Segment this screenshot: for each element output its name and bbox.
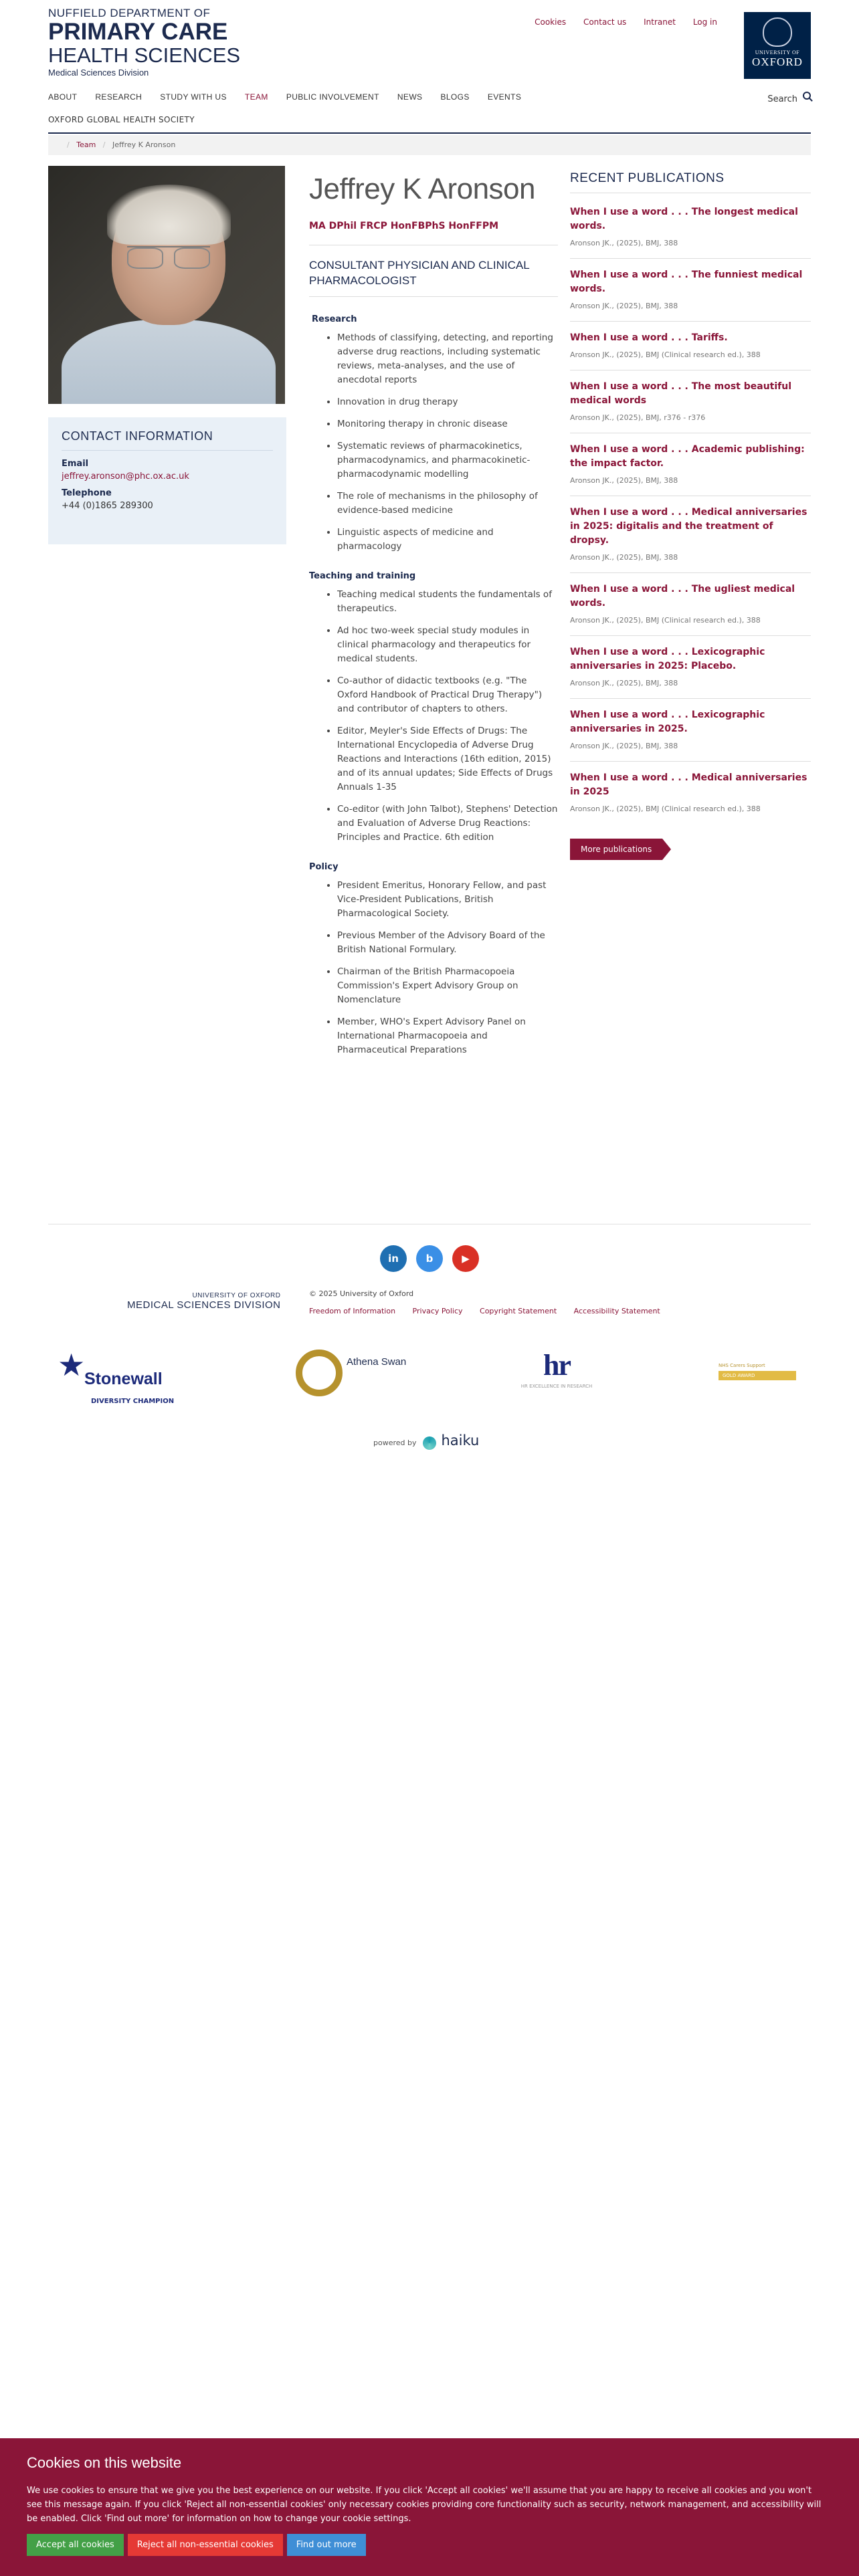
research-heading: Research — [312, 314, 357, 324]
haiku-brand: haiku — [441, 1432, 480, 1448]
hr-excellence-text: HR EXCELLENCE IN RESEARCH — [520, 1384, 593, 1389]
publication-meta: Aronson JK., (2025), BMJ, 388 — [570, 553, 678, 562]
stonewall-star-icon: ★ — [58, 1347, 86, 1383]
job-title: CONSULTANT PHYSICIAN AND CLINICAL PHARMACOLOGIST — [309, 257, 558, 297]
search-label: Search — [767, 94, 797, 104]
recent-publications-title: RECENT PUBLICATIONS — [570, 171, 811, 193]
breadcrumb: / Team / Jeffrey K Aronson — [48, 135, 811, 155]
profile-main — [309, 173, 558, 1065]
foi-link[interactable]: Freedom of Information — [309, 1307, 396, 1315]
research-list — [309, 331, 558, 554]
publication-item — [570, 636, 811, 699]
stonewall-text: Stonewall — [84, 1370, 163, 1388]
breadcrumb-team[interactable]: Team — [76, 140, 96, 149]
find-out-more-button[interactable]: Find out more — [287, 2534, 366, 2556]
search-icon — [803, 92, 811, 100]
list-item: • Systematic reviews of pharmacokinetics, pharmacodynamics, and pharmacokinetic-pharmacodynamic modelling — [337, 439, 558, 481]
carers-gold-award-logo — [719, 1363, 796, 1380]
nav-item-blogs[interactable]: BLOGS — [440, 92, 470, 102]
publication-link[interactable]: When I use a word . . . Lexicographic anniversaries in 2025. — [570, 710, 765, 734]
publication-item — [570, 573, 811, 636]
powered-by[interactable] — [373, 1432, 479, 1450]
privacy-link[interactable]: Privacy Policy — [412, 1307, 463, 1315]
publication-item — [570, 370, 811, 433]
oxford-university-text: UNIVERSITY OF — [755, 49, 800, 56]
breadcrumb-current: Jeffrey K Aronson — [112, 140, 176, 149]
publication-meta: Aronson JK., (2025), BMJ (Clinical research ed.), 388 — [570, 804, 761, 813]
publication-link[interactable]: When I use a word . . . Medical anniversaries in 2025 — [570, 772, 807, 797]
list-item: • Methods of classifying, detecting, and reporting adverse drug reactions, including systematic reviews, meta-analyses, and the use of anecdotal reports — [337, 331, 558, 387]
msd-logo[interactable] — [127, 1292, 281, 1311]
search-button[interactable] — [767, 94, 811, 104]
logo-line-2: PRIMARY CARE — [48, 19, 228, 45]
list-item: • Co-author of didactic textbooks (e.g. "The Oxford Handbook of Practical Drug Therapy") and contributor of chapters to others. — [337, 674, 558, 716]
nav-item-study-with-us[interactable]: STUDY WITH US — [160, 92, 227, 102]
msd-line-2: MEDICAL SCIENCES DIVISION — [127, 1299, 281, 1311]
list-item: • Teaching medical students the fundamentals of therapeutics. — [337, 588, 558, 616]
nav-item-global-health-society[interactable]: OXFORD GLOBAL HEALTH SOCIETY — [48, 115, 195, 124]
nav-item-team[interactable]: TEAM — [244, 92, 268, 102]
list-item: • Member, WHO's Expert Advisory Panel on International Pharmacopoeia and Pharmaceutical Preparations — [337, 1015, 558, 1057]
contact-title: CONTACT INFORMATION — [62, 429, 273, 451]
list-item: • Co-editor (with John Talbot), Stephens' Detection and Evaluation of Adverse Drug Reactions: Principles and Practice. 6th edition — [337, 802, 558, 845]
copyright: © 2025 University of Oxford — [309, 1289, 414, 1298]
publication-meta: Aronson JK., (2025), BMJ, 388 — [570, 302, 678, 310]
athena-swan-text: Athena Swan — [347, 1356, 407, 1368]
stonewall-subtitle: DIVERSITY CHAMPION — [91, 1398, 175, 1405]
bluesky-icon[interactable]: b — [416, 1245, 443, 1272]
publication-item — [570, 762, 811, 824]
list-item: • President Emeritus, Honorary Fellow, and past Vice-President Publications, British Pharmacological Society. — [337, 879, 558, 921]
publication-meta: Aronson JK., (2025), BMJ, 388 — [570, 239, 678, 247]
hr-mark-icon: hr — [543, 1349, 570, 1382]
publication-item — [570, 322, 811, 370]
publication-link[interactable]: When I use a word . . . Medical anniversaries in 2025: digitalis and the treatment of dropsy. — [570, 507, 807, 546]
publication-link[interactable]: When I use a word . . . The most beautiful medical words — [570, 381, 792, 406]
recent-publications — [570, 171, 811, 860]
publication-link[interactable]: When I use a word . . . The funniest medical words. — [570, 270, 803, 294]
more-publications-button[interactable]: More publications — [570, 839, 662, 860]
copyright-link[interactable]: Copyright Statement — [480, 1307, 557, 1315]
cookie-text: We use cookies to ensure that we give you the best experience on our website. If you click 'Accept all cookies' we'll assume that you are happy to receive all cookies and you won't see this message again. If you click 'Reject all non-essential cookies' only necessary cookies providing core functionality such as security, network management, and accessibility will be enabled. Click 'Find out more' for information on how to change your cookie settings. — [27, 2486, 822, 2524]
cookies-link[interactable]: Cookies — [535, 17, 567, 27]
gold-award-text: GOLD AWARD — [719, 1371, 796, 1380]
logo-line-3: HEALTH SCIENCES — [48, 43, 241, 67]
footer-links — [309, 1307, 675, 1315]
log-in-link[interactable]: Log in — [692, 17, 717, 27]
publication-meta: Aronson JK., (2025), BMJ (Clinical research ed.), 388 — [570, 616, 761, 625]
reject-cookies-button[interactable]: Reject all non-essential cookies — [128, 2534, 283, 2556]
logo-line-4: Medical Sciences Division — [48, 68, 149, 78]
hr-excellence-logo — [510, 1348, 603, 1389]
accept-cookies-button[interactable]: Accept all cookies — [27, 2534, 124, 2556]
email-link[interactable]: jeffrey.aronson@phc.ox.ac.uk — [62, 471, 189, 481]
haiku-icon — [423, 1436, 436, 1450]
list-item: • Ad hoc two-week special study modules in clinical pharmacology and therapeutics for medical students. — [337, 624, 558, 666]
list-item: • Editor, Meyler's Side Effects of Drugs: The International Encyclopedia of Adverse Drug Reactions and Interactions (16th edition, 2015) and of its annual updates; Side Effects of Drugs Annuals 1-35 — [337, 724, 558, 794]
publication-link[interactable]: When I use a word . . . The longest medical words. — [570, 207, 798, 231]
policy-list — [309, 879, 558, 1057]
athena-swan-ring-icon — [296, 1350, 343, 1396]
email-label: Email — [62, 459, 89, 469]
nav-item-public-involvement[interactable]: PUBLIC INVOLVEMENT — [286, 92, 379, 102]
cookie-title: Cookies on this website — [27, 2454, 182, 2471]
telephone-value: +44 (0)1865 289300 — [62, 501, 153, 511]
policy-heading: Policy — [309, 862, 339, 872]
publication-link[interactable]: When I use a word . . . Academic publishing: the impact factor. — [570, 444, 805, 469]
utility-links — [520, 17, 717, 27]
list-item: • Linguistic aspects of medicine and pharmacology — [337, 526, 558, 554]
nav-row-primary — [48, 92, 811, 102]
nav-item-events[interactable]: EVENTS — [487, 92, 522, 102]
linkedin-icon[interactable]: in — [380, 1245, 407, 1272]
list-item: • Innovation in drug therapy — [337, 395, 558, 409]
publication-item — [570, 196, 811, 259]
publication-meta: Aronson JK., (2025), BMJ, 388 — [570, 679, 678, 687]
site-header — [48, 0, 811, 107]
list-item: • Chairman of the British Pharmacopoeia Commission's Expert Advisory Group on Nomenclature — [337, 965, 558, 1007]
teaching-heading: Teaching and training — [309, 571, 416, 581]
main-nav — [48, 92, 811, 135]
page-title: Jeffrey K Aronson — [309, 173, 535, 205]
publication-meta: Aronson JK., (2025), BMJ, 388 — [570, 476, 678, 485]
profile-photo — [48, 166, 285, 404]
list-item: • The role of mechanisms in the philosophy of evidence-based medicine — [337, 490, 558, 518]
nav-divider — [48, 132, 811, 134]
qualifications: MA DPhil FRCP HonFBPhS HonFFPM — [309, 221, 558, 245]
telephone-label: Telephone — [62, 488, 112, 498]
publication-link[interactable]: When I use a word . . . Tariffs. — [570, 332, 728, 343]
list-item: • Monitoring therapy in chronic disease — [337, 417, 558, 431]
publication-item — [570, 699, 811, 762]
photo-hair — [107, 185, 231, 245]
nav-item-about[interactable]: ABOUT — [48, 92, 78, 102]
accessibility-link[interactable]: Accessibility Statement — [573, 1307, 660, 1315]
contact-us-link[interactable]: Contact us — [583, 17, 627, 27]
powered-by-label: powered by — [373, 1438, 417, 1447]
cookie-banner — [0, 2438, 859, 2576]
nav-item-news[interactable]: NEWS — [397, 92, 423, 102]
logo-line-1: NUFFIELD DEPARTMENT OF — [48, 7, 211, 19]
publication-item — [570, 496, 811, 573]
site-logo[interactable] — [48, 7, 240, 78]
accreditation-logos — [48, 1344, 811, 1418]
publication-meta: Aronson JK., (2025), BMJ, r376 - r376 — [570, 413, 706, 422]
publication-item — [570, 259, 811, 322]
contact-panel — [48, 417, 286, 544]
nav-item-research[interactable]: RESEARCH — [95, 92, 142, 102]
oxford-crest-icon — [763, 17, 792, 47]
photo-shirt — [62, 320, 276, 404]
teaching-list — [309, 588, 558, 845]
oxford-name-text: OXFORD — [752, 56, 803, 68]
publication-meta: Aronson JK., (2025), BMJ (Clinical research ed.), 388 — [570, 350, 761, 359]
publication-link[interactable]: When I use a word . . . Lexicographic anniversaries in 2025: Placebo. — [570, 647, 765, 671]
photo-glasses — [127, 246, 210, 267]
social-links — [380, 1245, 488, 1272]
msd-line-1: UNIVERSITY OF OXFORD — [192, 1292, 281, 1299]
publication-meta: Aronson JK., (2025), BMJ, 388 — [570, 742, 678, 750]
carers-text: NHS Carers Support — [719, 1363, 765, 1368]
cookie-buttons — [27, 2534, 832, 2556]
youtube-icon[interactable]: ▶ — [452, 1245, 479, 1272]
intranet-link[interactable]: Intranet — [644, 17, 676, 27]
publication-link[interactable]: When I use a word . . . The ugliest medical words. — [570, 584, 795, 609]
publication-item — [570, 433, 811, 496]
list-item: • Previous Member of the Advisory Board of the British National Formulary. — [337, 929, 558, 957]
oxford-logo[interactable] — [744, 12, 811, 79]
